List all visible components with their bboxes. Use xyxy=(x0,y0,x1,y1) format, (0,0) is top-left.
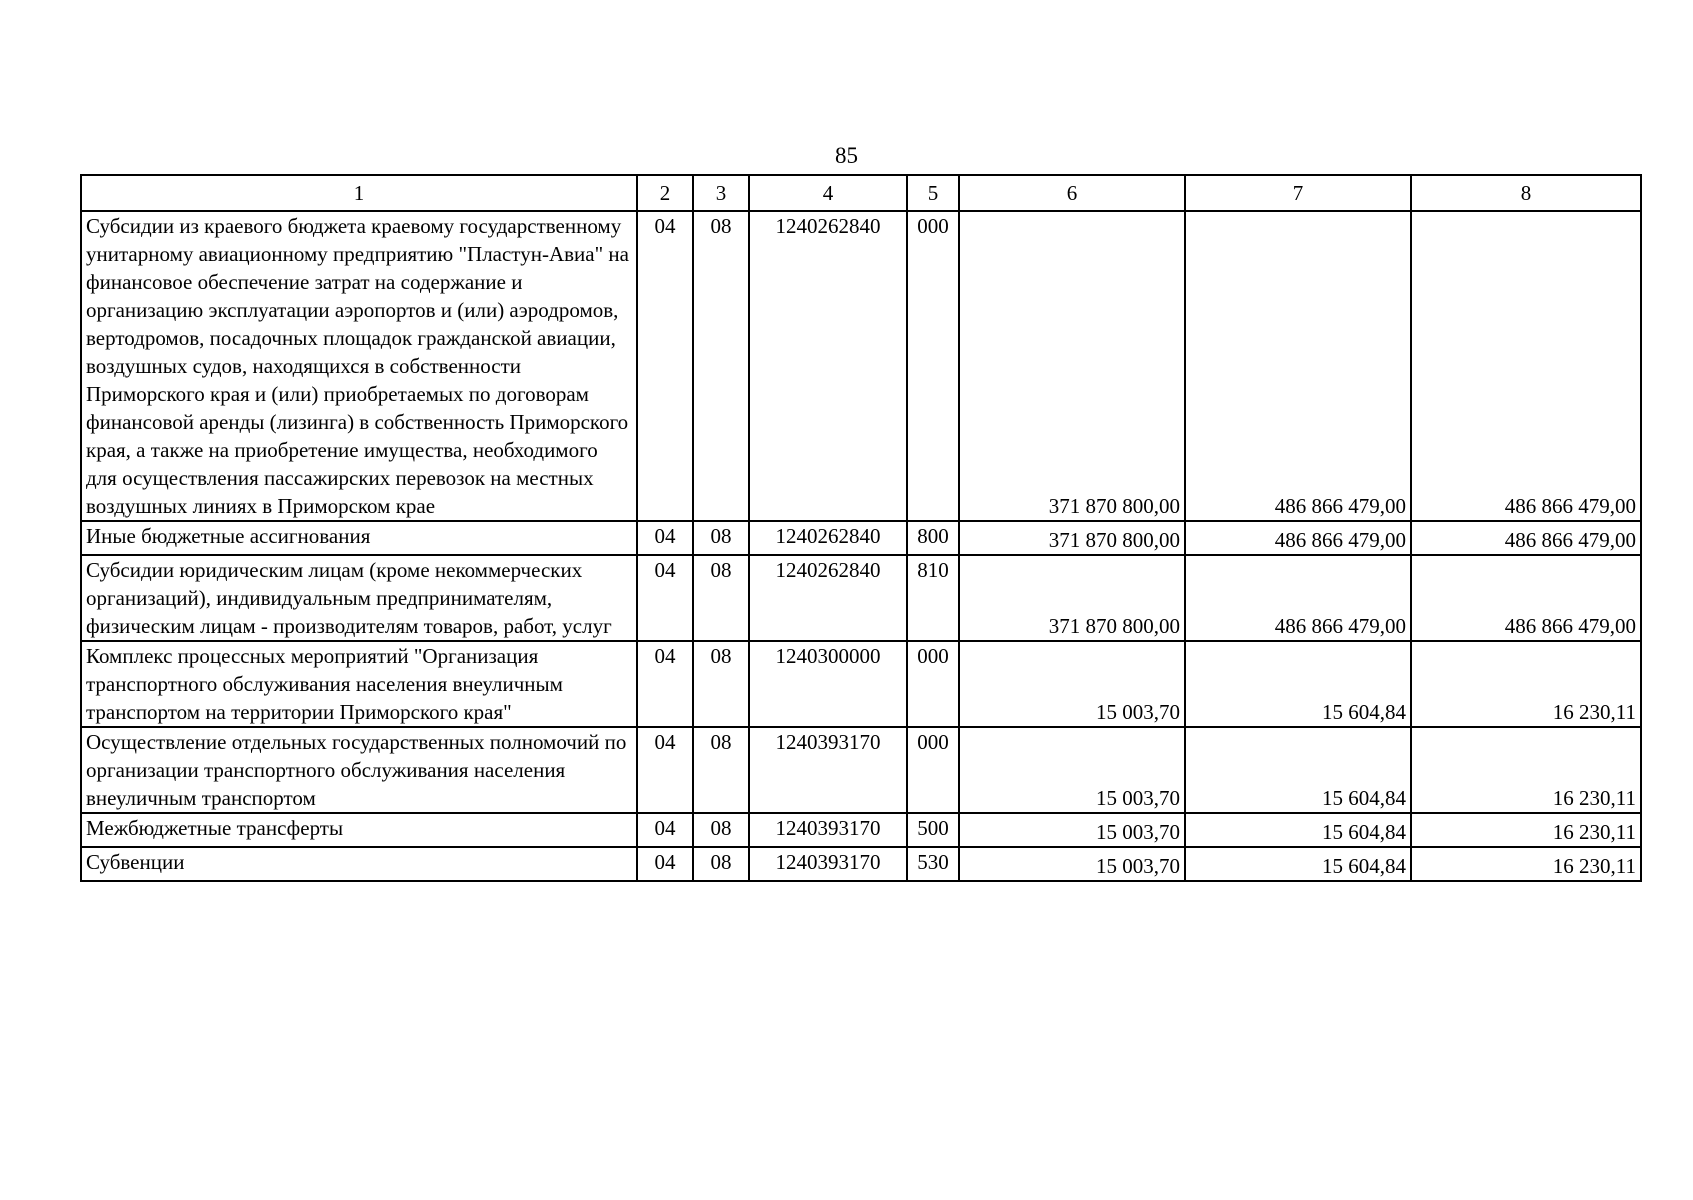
amount-col7 xyxy=(1185,211,1411,521)
budget-table xyxy=(80,174,1642,882)
amount-col6 xyxy=(959,211,1185,521)
header-cell: 1 xyxy=(81,175,637,211)
target-article-code: 1240262840 xyxy=(749,211,907,521)
section-code: 04 xyxy=(637,727,693,813)
subsection-code: 08 xyxy=(693,521,749,555)
amount-value: 371 870 800,00 xyxy=(1048,614,1180,638)
target-article-code: 1240300000 xyxy=(749,641,907,727)
subsection-code: 08 xyxy=(693,641,749,727)
expense-type-code: 000 xyxy=(907,211,959,521)
section-code: 04 xyxy=(637,521,693,555)
row-name: Субсидии из краевого бюджета краевому государственному унитарному авиационному предприятию "Пластун-Авиа" на финансовое обеспечение затрат на содержание и организацию эксплуатации аэропортов и (или) аэродромов, вертодромов, посадочных площадок гражданской авиации, воздушных судов, находящихся в собственности Приморского края и (или) приобретаемых по договорам финансовой аренды (лизинга) в собственность Приморского края, а также на приобретение имущества, необходимого для осуществления пассажирских перевозок на местных воздушных линиях в Приморском крае xyxy=(81,211,637,521)
amount-value: 486 866 479,00 xyxy=(1504,614,1636,638)
amount-value: 486 866 479,00 xyxy=(1504,494,1636,518)
header-row xyxy=(81,175,1641,211)
amount-value: 16 230,11 xyxy=(1552,700,1636,724)
header-cell: 7 xyxy=(1185,175,1411,211)
amount-value: 16 230,11 xyxy=(1552,820,1636,844)
table-row xyxy=(81,847,1641,881)
section-code: 04 xyxy=(637,641,693,727)
target-article-code: 1240393170 xyxy=(749,847,907,881)
amount-value: 15 604,84 xyxy=(1322,820,1406,844)
table-row xyxy=(81,813,1641,847)
amount-value: 15 003,70 xyxy=(1096,700,1180,724)
target-article-code: 1240393170 xyxy=(749,727,907,813)
amount-col8 xyxy=(1411,641,1641,727)
amount-col6 xyxy=(959,847,1185,881)
header-cell: 3 xyxy=(693,175,749,211)
row-name: Иные бюджетные ассигнования xyxy=(81,521,637,555)
amount-col7 xyxy=(1185,727,1411,813)
amount-col8 xyxy=(1411,555,1641,641)
expense-type-code: 000 xyxy=(907,641,959,727)
amount-col6 xyxy=(959,555,1185,641)
section-code: 04 xyxy=(637,847,693,881)
amount-col6 xyxy=(959,641,1185,727)
amount-col6 xyxy=(959,727,1185,813)
subsection-code: 08 xyxy=(693,211,749,521)
section-code: 04 xyxy=(637,813,693,847)
target-article-code: 1240262840 xyxy=(749,521,907,555)
expense-type-code: 530 xyxy=(907,847,959,881)
amount-value: 15 003,70 xyxy=(1096,786,1180,810)
amount-value: 486 866 479,00 xyxy=(1504,528,1636,552)
amount-col8 xyxy=(1411,211,1641,521)
table-row xyxy=(81,727,1641,813)
amount-value: 486 866 479,00 xyxy=(1274,614,1406,638)
amount-col7 xyxy=(1185,555,1411,641)
amount-value: 15 604,84 xyxy=(1322,700,1406,724)
header-cell: 2 xyxy=(637,175,693,211)
amount-value: 371 870 800,00 xyxy=(1048,494,1180,518)
target-article-code: 1240393170 xyxy=(749,813,907,847)
amount-value: 15 604,84 xyxy=(1322,854,1406,878)
amount-col8 xyxy=(1411,727,1641,813)
section-code: 04 xyxy=(637,211,693,521)
header-cell: 5 xyxy=(907,175,959,211)
amount-value: 486 866 479,00 xyxy=(1274,528,1406,552)
expense-type-code: 500 xyxy=(907,813,959,847)
section-code: 04 xyxy=(637,555,693,641)
header-cell: 4 xyxy=(749,175,907,211)
expense-type-code: 810 xyxy=(907,555,959,641)
subsection-code: 08 xyxy=(693,555,749,641)
expense-type-code: 800 xyxy=(907,521,959,555)
amount-col8 xyxy=(1411,847,1641,881)
expense-type-code: 000 xyxy=(907,727,959,813)
amount-col6 xyxy=(959,813,1185,847)
subsection-code: 08 xyxy=(693,847,749,881)
row-name: Субсидии юридическим лицам (кроме некоммерческих организаций), индивидуальным предпринимателям, физическим лицам - производителям товаров, работ, услуг xyxy=(81,555,637,641)
amount-col8 xyxy=(1411,521,1641,555)
target-article-code: 1240262840 xyxy=(749,555,907,641)
row-name: Комплекс процессных мероприятий "Организация транспортного обслуживания населения внеуличным транспортом на территории Приморского края" xyxy=(81,641,637,727)
row-name: Межбюджетные трансферты xyxy=(81,813,637,847)
amount-value: 486 866 479,00 xyxy=(1274,494,1406,518)
amount-col7 xyxy=(1185,521,1411,555)
page-number: 85 xyxy=(835,143,858,168)
amount-value: 371 870 800,00 xyxy=(1048,528,1180,552)
header-cell: 8 xyxy=(1411,175,1641,211)
row-name: Субвенции xyxy=(81,847,637,881)
amount-value: 15 003,70 xyxy=(1096,820,1180,844)
amount-col8 xyxy=(1411,813,1641,847)
amount-col6 xyxy=(959,521,1185,555)
table-row xyxy=(81,641,1641,727)
amount-value: 15 003,70 xyxy=(1096,854,1180,878)
amount-col7 xyxy=(1185,847,1411,881)
table-row xyxy=(81,555,1641,641)
amount-col7 xyxy=(1185,813,1411,847)
amount-value: 15 604,84 xyxy=(1322,786,1406,810)
header-cell: 6 xyxy=(959,175,1185,211)
amount-value: 16 230,11 xyxy=(1552,786,1636,810)
table-row xyxy=(81,211,1641,521)
row-name: Осуществление отдельных государственных полномочий по организации транспортного обслуживания населения внеуличным транспортом xyxy=(81,727,637,813)
amount-value: 16 230,11 xyxy=(1552,854,1636,878)
amount-col7 xyxy=(1185,641,1411,727)
table-row xyxy=(81,521,1641,555)
subsection-code: 08 xyxy=(693,727,749,813)
subsection-code: 08 xyxy=(693,813,749,847)
